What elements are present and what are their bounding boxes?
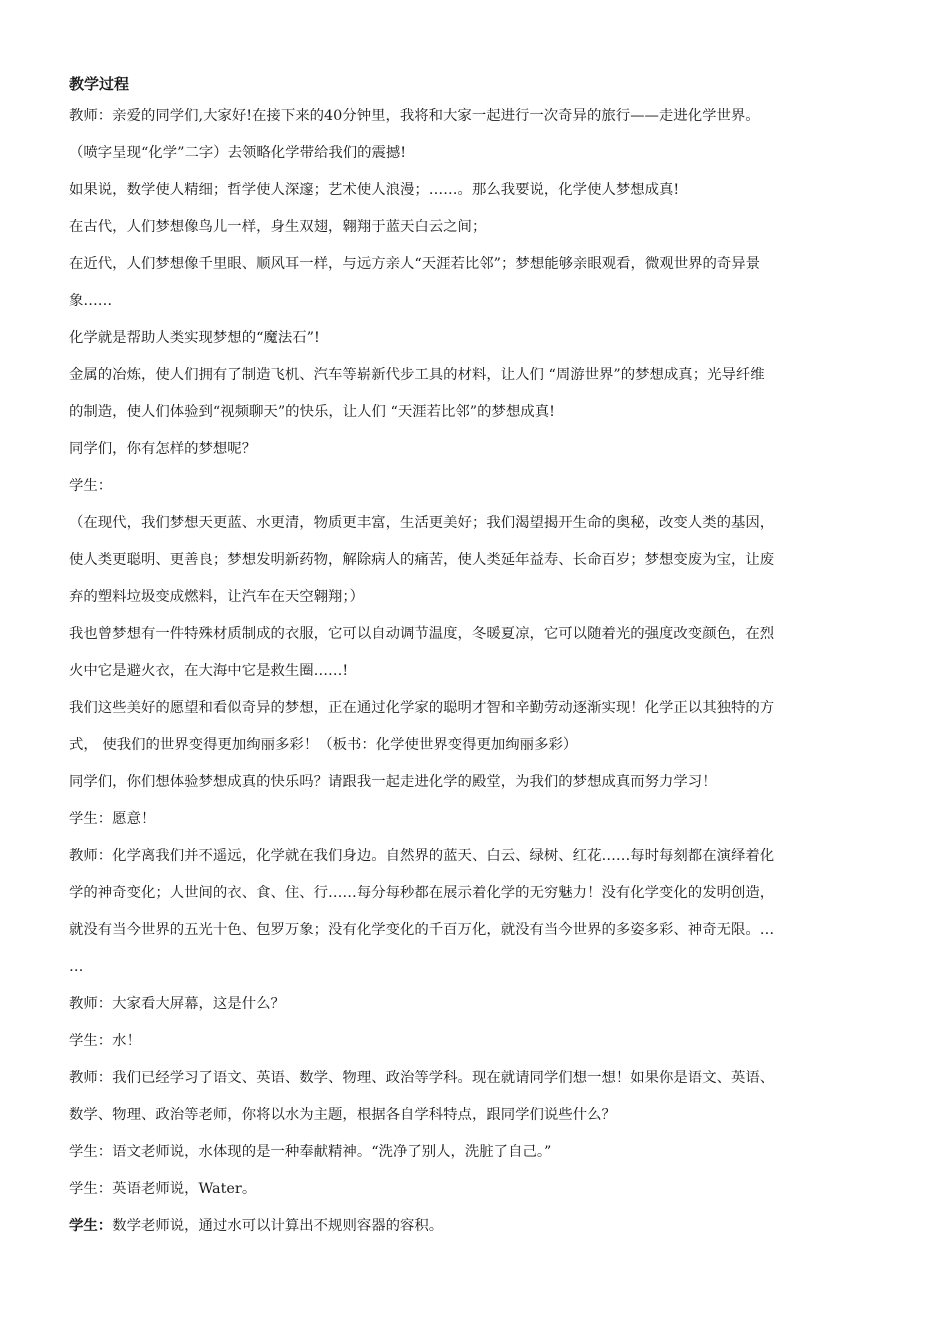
text-line: 学生：水！ [69, 1033, 141, 1049]
text-line: （在现代，我们梦想天更蓝、水更清，物质更丰富，生活更美好；我们渴望揭开生命的奥秘，改变人类的基因， [69, 515, 775, 531]
text-line: 教师：大家看大屏幕，这是什么？ [69, 996, 285, 1012]
document-body [69, 72, 911, 1245]
text-line: 火中它是避火衣，在大海中它是救生圈……! [69, 663, 349, 679]
document-text [69, 98, 911, 1245]
text-line: 数学、物理、政治等老师，你将以水为主题，根据各自学科特点，跟同学们说些什么？ [69, 1107, 616, 1123]
text-line: 式， 使我们的世界变得更加绚丽多彩！（板书：化学使世界变得更加绚丽多彩） [69, 737, 578, 753]
text-line: （喷字呈现“化学”二字）去领略化学带给我们的震撼! [69, 145, 407, 161]
text-line: 教师：我们已经学习了语文、英语、数学、物理、政治等学科。现在就请同学们想一想！如果你是语文、英语、 [69, 1070, 775, 1086]
text-line-last [69, 1208, 911, 1245]
section-heading: 教学过程 [69, 75, 130, 93]
text-line: … [69, 959, 84, 975]
speaker-text: 数学老师说，通过水可以计算出不规则容器的容积。 [112, 1218, 444, 1234]
text-line: 使人类更聪明、更善良；梦想发明新药物，解除病人的痛苦，使人类延年益寿、长命百岁；梦想变废为宝，让废 [69, 552, 775, 568]
text-line: 学生：愿意！ [69, 811, 156, 827]
text-line: 的制造，使人们体验到“视频聊天”的快乐，让人们 “天涯若比邻”的梦想成真! [69, 404, 555, 420]
text-line: 弃的塑料垃圾变成燃料，让汽车在天空翱翔；） [69, 589, 365, 605]
text-line: 就没有当今世界的五光十色、包罗万象；没有化学变化的千百万化，就没有当今世界的多姿多彩、神奇无限。… [69, 922, 775, 938]
text-line: 学生：语文老师说，水体现的是一种奉献精神。“洗净了别人，洗脏了自己。” [69, 1144, 552, 1160]
text-line: 学生：英语老师说，Water。 [69, 1181, 257, 1197]
speaker-label: 学生： [69, 1218, 113, 1234]
text-line: 金属的冶炼，使人们拥有了制造飞机、汽车等崭新代步工具的材料，让人们 “周游世界”的梦想成真；光导纤维 [69, 367, 765, 383]
text-line: 在古代，人们梦想像鸟儿一样，身生双翅，翱翔于蓝天白云之间； [69, 219, 487, 235]
text-line: 我们这些美好的愿望和看似奇异的梦想，正在通过化学家的聪明才智和辛勤劳动逐渐实现！化学正以其独特的方 [69, 700, 775, 716]
text-line: 我也曾梦想有一件特殊材质制成的衣服，它可以自动调节温度，冬暖夏凉，它可以随着光的强度改变颜色，在烈 [69, 626, 775, 642]
text-line: 象…… [69, 293, 113, 309]
text-line: 在近代，人们梦想像千里眼、顺风耳一样，与远方亲人“天涯若比邻”；梦想能够亲眼观看，微观世界的奇异景 [69, 256, 761, 272]
text-line: 如果说，数学使人精细；哲学使人深邃；艺术使人浪漫；……。那么我要说，化学使人梦想成真! [69, 182, 680, 198]
text-line: 教师：亲爱的同学们,大家好!在接下来的40分钟里，我将和大家一起进行一次奇异的旅行——走进化学世界。 [69, 108, 760, 124]
text-line: 化学就是帮助人类实现梦想的“魔法石”! [69, 330, 320, 346]
text-line: 学生： [69, 478, 113, 494]
text-line: 学的神奇变化；人世间的衣、食、住、行……每分每秒都在展示着化学的无穷魅力！没有化学变化的发明创造， [69, 885, 775, 901]
text-line: 教师：化学离我们并不遥远，化学就在我们身边。自然界的蓝天、白云、绿树、红花……每时每刻都在演绎着化 [69, 848, 775, 864]
text-line: 同学们，你有怎样的梦想呢？ [69, 441, 257, 457]
text-line: 同学们，你们想体验梦想成真的快乐吗？请跟我一起走进化学的殿堂，为我们的梦想成真而努力学习！ [69, 774, 717, 790]
